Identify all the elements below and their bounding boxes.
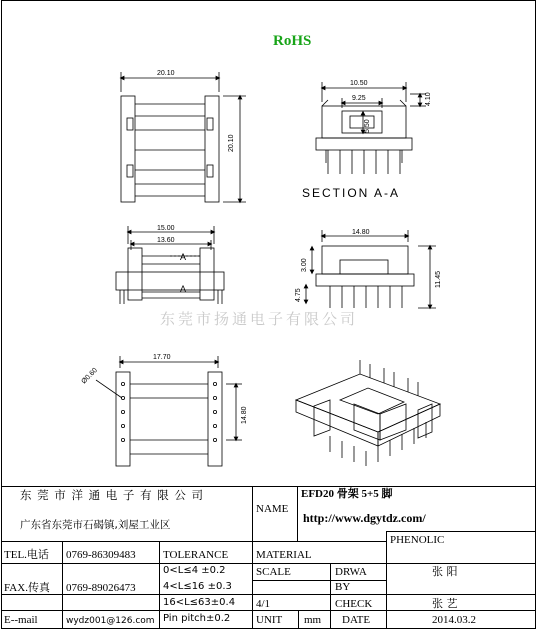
drawn-by-label-2: BY	[335, 581, 351, 593]
tolerance-4: Pin pitch±0.2	[163, 613, 231, 624]
scale-value: 4/1	[256, 598, 271, 610]
dim-section-depth: 5.50	[364, 119, 371, 133]
section-a-a-view	[316, 82, 426, 174]
unit-label: UNIT	[256, 614, 283, 626]
tolerance-2: 4<L≤16 ±0.3	[163, 581, 232, 592]
material-value: PHENOLIC	[390, 534, 445, 546]
scale-label: SCALE	[256, 566, 291, 578]
unit-value: mm	[304, 614, 322, 626]
fax-value: 0769-89026473	[66, 582, 136, 594]
fax-label: FAX.传真	[4, 582, 50, 594]
name-label: NAME	[256, 503, 289, 515]
dim-bottom-width: 17.70	[153, 354, 171, 361]
dim-front-outer: 15.00	[157, 225, 175, 232]
dim-section-inner: 9.25	[352, 95, 366, 102]
tolerance-3: 16<L≤63±0.4	[163, 597, 236, 608]
company-name: 东 莞 市 洋 通 电 子 有 限 公 司	[20, 488, 205, 502]
dim-top-height: 20.10	[228, 134, 235, 152]
date-label: DATE	[342, 614, 371, 626]
bottom-view	[96, 356, 242, 466]
dim-side-slot: 3.00	[301, 258, 308, 272]
dim-bottom-pin-dia: Ø0.60	[80, 366, 99, 386]
email-label: E--mail	[4, 614, 38, 626]
tolerance-1: 0<L≤4 ±0.2	[163, 565, 226, 576]
side-view	[306, 230, 436, 308]
dim-front-inner: 13.60	[157, 237, 175, 244]
website-url: http://www.dgytdz.com/	[303, 511, 426, 525]
dim-section-outer: 10.50	[350, 80, 368, 87]
tolerance-label: TOLERANCE	[163, 549, 229, 561]
check-label: CHECK	[335, 598, 373, 610]
drawn-by-label-1: DRWA	[335, 566, 367, 578]
dim-bottom-height: 14.80	[241, 406, 248, 424]
rohs-label: RoHS	[273, 33, 312, 49]
isometric-view	[296, 360, 440, 466]
tel-label: TEL.电话	[4, 549, 49, 561]
check-value: 张 艺	[432, 597, 458, 610]
date-value: 2014.03.2	[432, 614, 476, 626]
tel-value: 0769-86309483	[66, 549, 136, 561]
dim-section-small: 4.10	[425, 92, 432, 106]
drawn-by-value: 张 阳	[432, 565, 458, 578]
company-address: 广东省东莞市石碣镇,刘屋工业区	[20, 519, 171, 531]
dim-side-height: 11.45	[435, 271, 442, 288]
dim-side-pin: 4.75	[295, 288, 302, 302]
product-name: EFD20 骨架 5+5 脚	[301, 488, 393, 500]
dim-top-width: 20.10	[157, 70, 175, 77]
section-mark-bottom: A	[180, 284, 187, 294]
dim-side-width: 14.80	[352, 229, 370, 236]
section-mark-top: A	[180, 252, 187, 262]
material-label: MATERIAL	[256, 549, 312, 561]
watermark: 东莞市扬通电子有限公司	[160, 310, 359, 328]
section-label: SECTION A-A	[302, 186, 401, 200]
email-value: wydz001@126.com	[66, 616, 155, 626]
